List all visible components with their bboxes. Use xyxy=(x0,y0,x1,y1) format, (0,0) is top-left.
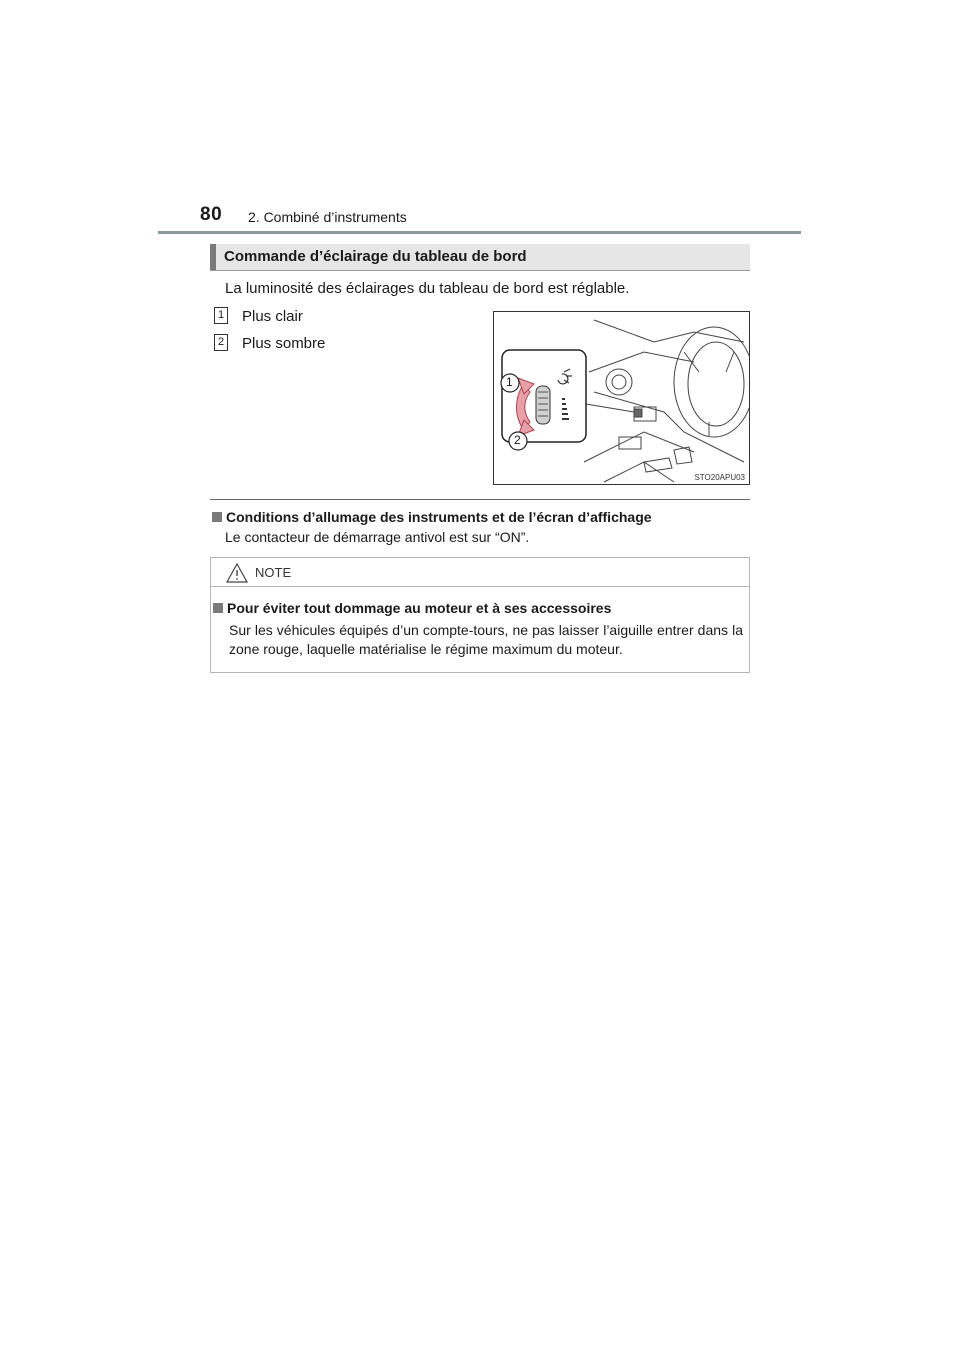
figure-code: STO20APU03 xyxy=(694,473,745,482)
note-header xyxy=(211,558,749,587)
step-label: Plus sombre xyxy=(242,335,326,352)
dashboard-illustration xyxy=(493,311,750,485)
note-box xyxy=(210,557,750,673)
callout-label-1: 1 xyxy=(506,375,513,389)
step-number-badge: 2 xyxy=(214,334,228,351)
callout-markers xyxy=(494,312,749,484)
section-title-accent xyxy=(210,244,216,270)
section-title: Commande d’éclairage du tableau de bord xyxy=(224,248,527,265)
section-separator xyxy=(210,499,750,500)
square-bullet-icon xyxy=(213,603,223,613)
conditions-text: Le contacteur de démarrage antivol est sur “ON”. xyxy=(225,529,530,545)
header-rule xyxy=(158,231,801,234)
note-label: NOTE xyxy=(255,565,292,580)
chapter-title: 2. Combiné d’instruments xyxy=(248,209,407,225)
section-title-bar xyxy=(210,244,750,271)
conditions-heading xyxy=(212,509,652,525)
note-title-text: Pour éviter tout dommage au moteur et à ses accessoires xyxy=(227,600,612,616)
callout-label-2: 2 xyxy=(514,433,521,447)
note-body: Sur les véhicules équipés d’un compte-tours, ne pas laisser l’aiguille entrer dans la zone rouge, laquelle matérialise le régime maximum du moteur. xyxy=(229,622,743,657)
note-title xyxy=(213,600,611,616)
square-bullet-icon xyxy=(212,512,222,522)
warning-triangle-icon xyxy=(225,562,249,584)
step-number-badge: 1 xyxy=(214,307,228,324)
step-label: Plus clair xyxy=(242,308,303,325)
conditions-heading-text: Conditions d’allumage des instruments et de l’écran d’affichage xyxy=(226,509,652,525)
intro-text: La luminosité des éclairages du tableau de bord est réglable. xyxy=(225,280,630,297)
page-number: 80 xyxy=(200,204,223,225)
